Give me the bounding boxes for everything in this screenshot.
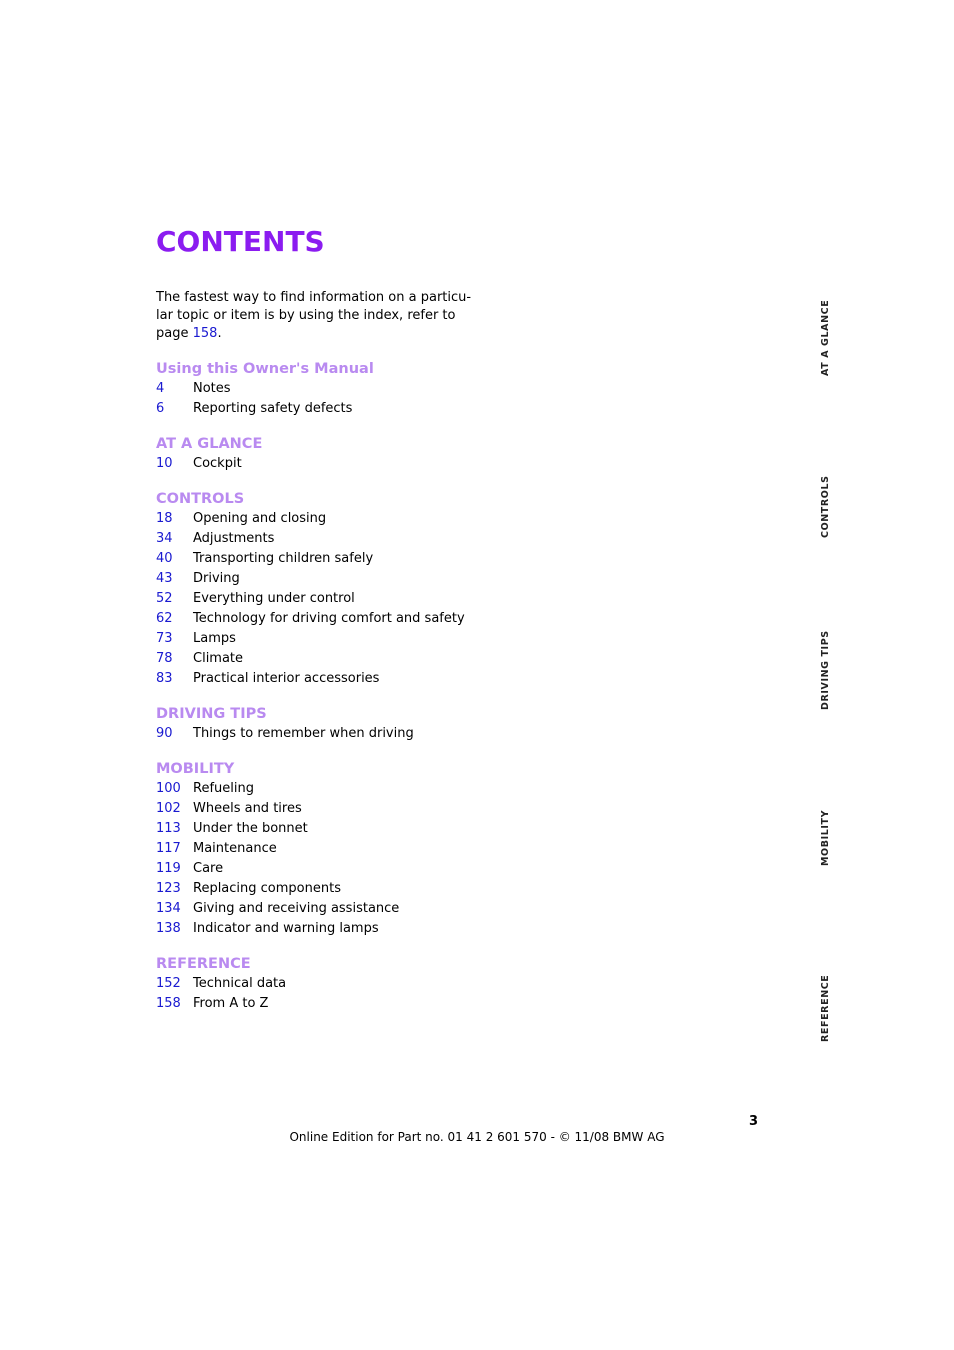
contents-entry[interactable] — [156, 649, 476, 669]
section-heading[interactable]: AT A GLANCE — [156, 436, 263, 452]
entry-title: From A to Z — [193, 996, 269, 1011]
entry-page-link[interactable]: 73 — [156, 631, 173, 646]
entry-title: Notes — [193, 381, 231, 396]
entry-title: Maintenance — [193, 841, 277, 856]
entry-page-link[interactable]: 43 — [156, 571, 173, 586]
entry-page-link[interactable]: 18 — [156, 511, 173, 526]
section-heading[interactable]: REFERENCE — [156, 956, 251, 972]
entry-page-link[interactable]: 119 — [156, 861, 181, 876]
entry-title: Reporting safety defects — [193, 401, 353, 416]
contents-entry[interactable] — [156, 819, 476, 839]
intro-line: The fastest way to find information on a particu- — [156, 290, 472, 305]
side-tab-driving-tips[interactable]: DRIVING TIPS — [820, 630, 831, 710]
page-title: CONTENTS — [156, 225, 325, 258]
contents-entry[interactable] — [156, 799, 476, 819]
intro-line — [156, 325, 456, 343]
contents-entry[interactable] — [156, 919, 476, 939]
contents-entry[interactable] — [156, 379, 476, 399]
entry-title: Replacing components — [193, 881, 341, 896]
contents-entry[interactable] — [156, 669, 476, 689]
contents-entry[interactable] — [156, 839, 476, 859]
entry-page-link[interactable]: 117 — [156, 841, 181, 856]
entry-page-link[interactable]: 83 — [156, 671, 173, 686]
entry-page-link[interactable]: 4 — [156, 381, 165, 396]
entry-title: Driving — [193, 571, 240, 586]
entry-title: Cockpit — [193, 456, 242, 471]
entry-page-link[interactable]: 158 — [156, 996, 181, 1011]
index-page-link[interactable]: 158 — [192, 326, 218, 341]
contents-entry[interactable] — [156, 879, 476, 899]
entry-page-link[interactable]: 62 — [156, 611, 173, 626]
entry-page-link[interactable]: 102 — [156, 801, 181, 816]
entry-page-link[interactable]: 6 — [156, 401, 165, 416]
contents-entry[interactable] — [156, 549, 476, 569]
entry-page-link[interactable]: 40 — [156, 551, 173, 566]
entry-page-link[interactable]: 34 — [156, 531, 173, 546]
entry-page-link[interactable]: 90 — [156, 726, 173, 741]
entry-page-link[interactable]: 10 — [156, 456, 173, 471]
contents-list — [156, 359, 476, 1029]
side-tab-reference[interactable]: REFERENCE — [820, 975, 831, 1043]
entry-page-link[interactable]: 78 — [156, 651, 173, 666]
entry-title: Indicator and warning lamps — [193, 921, 379, 936]
entry-title: Technology for driving comfort and safety — [193, 611, 465, 626]
entry-title: Opening and closing — [193, 511, 327, 526]
contents-section — [156, 954, 476, 1014]
entry-title: Lamps — [193, 631, 236, 646]
side-tab-mobility[interactable]: MOBILITY — [820, 810, 831, 867]
contents-entry[interactable] — [156, 724, 476, 744]
entry-page-link[interactable]: 138 — [156, 921, 181, 936]
contents-entry[interactable] — [156, 974, 476, 994]
entry-title: Climate — [193, 651, 244, 666]
contents-entry[interactable] — [156, 454, 476, 474]
entry-page-link[interactable]: 113 — [156, 821, 181, 836]
side-tab-at-a-glance[interactable]: AT A GLANCE — [820, 300, 831, 377]
contents-section — [156, 359, 476, 419]
entry-title: Care — [193, 861, 224, 876]
contents-entry[interactable] — [156, 779, 476, 799]
entry-page-link[interactable]: 123 — [156, 881, 181, 896]
section-heading[interactable]: Using this Owner's Manual — [156, 361, 374, 377]
contents-entry[interactable] — [156, 569, 476, 589]
contents-entry[interactable] — [156, 589, 476, 609]
entry-page-link[interactable]: 100 — [156, 781, 181, 796]
intro-text: . — [217, 326, 222, 341]
entry-title: Adjustments — [193, 531, 275, 546]
entry-title: Giving and receiving assistance — [193, 901, 400, 916]
contents-entry[interactable] — [156, 509, 476, 529]
intro-paragraph — [156, 289, 472, 343]
entry-title: Everything under control — [193, 591, 355, 606]
entry-title: Wheels and tires — [193, 801, 302, 816]
contents-entry[interactable] — [156, 399, 476, 419]
entry-title: Practical interior accessories — [193, 671, 380, 686]
footer-text: Online Edition for Part no. 01 41 2 601 570 - © 11/08 BMW AG — [289, 1130, 665, 1144]
contents-section — [156, 434, 476, 474]
section-heading[interactable]: MOBILITY — [156, 761, 235, 777]
entry-page-link[interactable]: 152 — [156, 976, 181, 991]
intro-line: lar topic or item is by using the index, refer to — [156, 308, 456, 323]
contents-section — [156, 759, 476, 939]
contents-entry[interactable] — [156, 994, 476, 1014]
page-number: 3 — [749, 1114, 759, 1129]
entry-title: Under the bonnet — [193, 821, 308, 836]
contents-entry[interactable] — [156, 529, 476, 549]
contents-entry[interactable] — [156, 859, 476, 879]
section-heading[interactable]: DRIVING TIPS — [156, 706, 267, 722]
entry-page-link[interactable]: 52 — [156, 591, 173, 606]
contents-section — [156, 704, 476, 744]
entry-title: Technical data — [193, 976, 287, 991]
section-heading[interactable]: CONTROLS — [156, 491, 245, 507]
entry-title: Refueling — [193, 781, 254, 796]
contents-entry[interactable] — [156, 629, 476, 649]
contents-entry[interactable] — [156, 609, 476, 629]
entry-title: Things to remember when driving — [193, 726, 414, 741]
contents-entry[interactable] — [156, 899, 476, 919]
intro-text: page — [156, 326, 193, 341]
entry-title: Transporting children safely — [193, 551, 374, 566]
side-tab-controls[interactable]: CONTROLS — [820, 475, 831, 538]
contents-section — [156, 489, 476, 689]
entry-page-link[interactable]: 134 — [156, 901, 181, 916]
